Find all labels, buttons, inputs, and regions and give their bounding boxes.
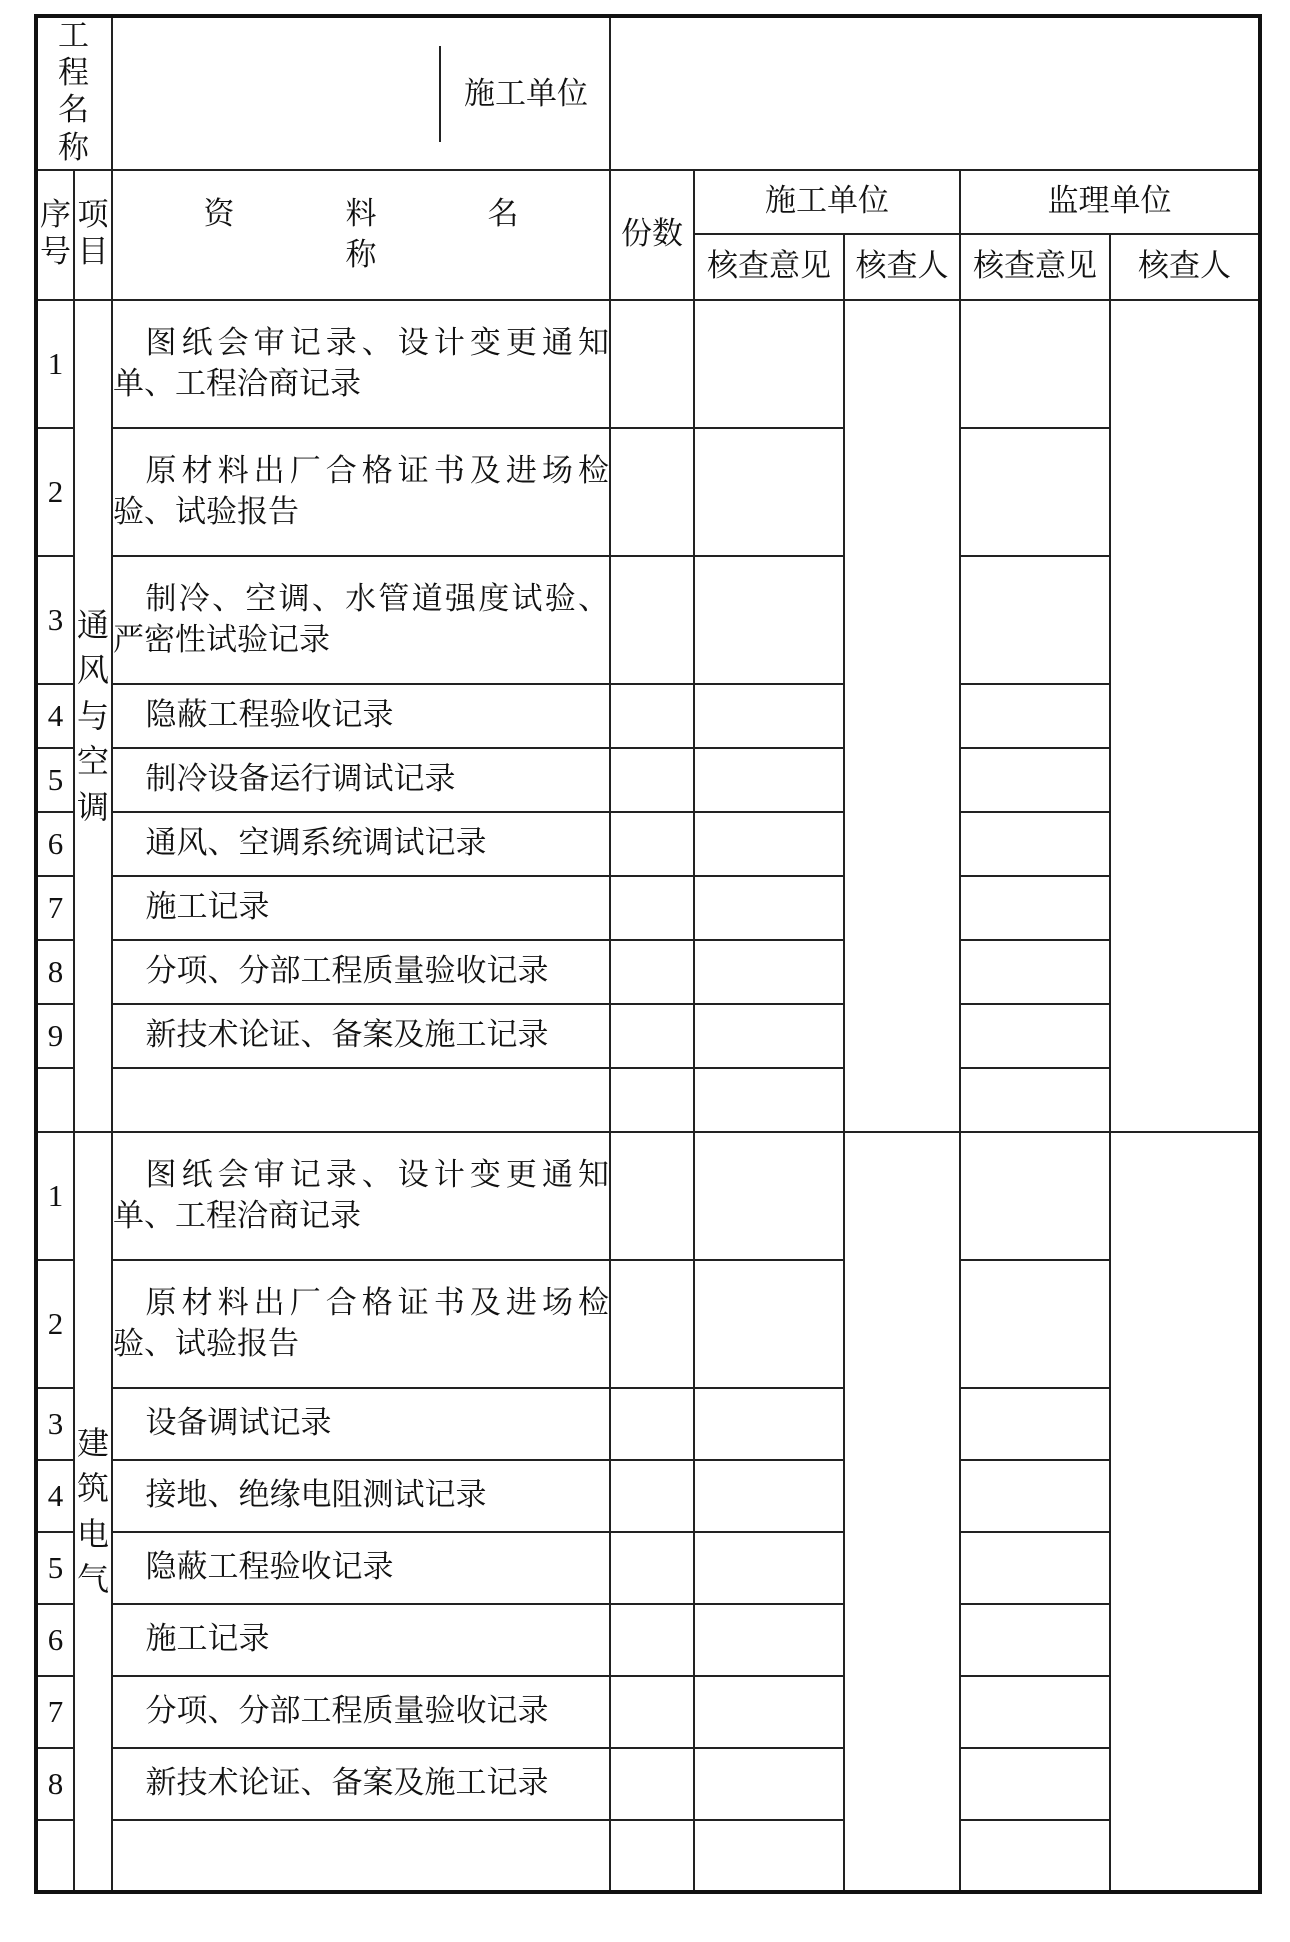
construction-opinion-cell[interactable]: [694, 1004, 844, 1068]
construction-opinion-cell[interactable]: [694, 940, 844, 1004]
row-number: 7: [36, 876, 74, 940]
table-row: [36, 1604, 1260, 1676]
item-header: 项目: [74, 170, 112, 300]
row-number: 1: [36, 1132, 74, 1260]
project-name-label: 工程名称: [36, 16, 112, 170]
supervision-checker-cell[interactable]: [1110, 300, 1260, 1132]
copies-cell[interactable]: [610, 1748, 694, 1820]
doc-name-cell: 原材料出厂合格证书及进场检验、试验报告: [112, 1260, 610, 1388]
row-number: 6: [36, 812, 74, 876]
construction-opinion-cell[interactable]: [694, 876, 844, 940]
table-row: [36, 1748, 1260, 1820]
doc-name-cell: 隐蔽工程验收记录: [112, 684, 610, 748]
supervision-unit-header: 监理单位: [960, 170, 1260, 234]
construction-opinion-cell[interactable]: [694, 1068, 844, 1132]
supervision-opinion-cell[interactable]: [960, 1068, 1110, 1132]
supervision-opinion-cell[interactable]: [960, 1532, 1110, 1604]
construction-opinion-cell[interactable]: [694, 556, 844, 684]
row-number: 6: [36, 1604, 74, 1676]
table-row: [36, 940, 1260, 1004]
table-row: [36, 428, 1260, 556]
table-row: [36, 1004, 1260, 1068]
doc-name-cell: 制冷设备运行调试记录: [112, 748, 610, 812]
construction-checker-cell[interactable]: [844, 1132, 960, 1892]
copies-cell[interactable]: [610, 748, 694, 812]
construction-opinion-cell[interactable]: [694, 748, 844, 812]
row-number: [36, 1068, 74, 1132]
supervision-opinion-cell[interactable]: [960, 812, 1110, 876]
table-row-blank: [36, 1820, 1260, 1892]
doc-name-cell: 设备调试记录: [112, 1388, 610, 1460]
supervision-opinion-cell[interactable]: [960, 1460, 1110, 1532]
copies-cell[interactable]: [610, 556, 694, 684]
row-number: 5: [36, 1532, 74, 1604]
row-number: 1: [36, 300, 74, 428]
copies-cell[interactable]: [610, 812, 694, 876]
construction-opinion-cell[interactable]: [694, 812, 844, 876]
supervision-opinion-cell[interactable]: [960, 1260, 1110, 1388]
row-number: 4: [36, 1460, 74, 1532]
row-number: 3: [36, 556, 74, 684]
copies-cell[interactable]: [610, 940, 694, 1004]
construction-unit-field[interactable]: [610, 16, 1260, 170]
copies-cell[interactable]: [610, 1260, 694, 1388]
supervision-checker-cell[interactable]: [1110, 1132, 1260, 1892]
supervision-opinion-cell[interactable]: [960, 1676, 1110, 1748]
table-row: [36, 748, 1260, 812]
supervision-opinion-cell[interactable]: [960, 684, 1110, 748]
table-row: [36, 556, 1260, 684]
row-number: [36, 1820, 74, 1892]
doc-name-cell: 原材料出厂合格证书及进场检验、试验报告: [112, 428, 610, 556]
construction-opinion-cell[interactable]: [694, 1460, 844, 1532]
doc-name-cell: 通风、空调系统调试记录: [112, 812, 610, 876]
project-header-row: [36, 16, 1260, 170]
construction-checker-cell[interactable]: [844, 300, 960, 1132]
supervision-opinion-cell[interactable]: [960, 748, 1110, 812]
row-number: 5: [36, 748, 74, 812]
table-row: [36, 876, 1260, 940]
doc-name-cell: 制冷、空调、水管道强度试验、严密性试验记录: [112, 556, 610, 684]
construction-opinion-cell[interactable]: [694, 1532, 844, 1604]
table-row-blank: [36, 1068, 1260, 1132]
copies-cell[interactable]: [610, 1604, 694, 1676]
table-row: [36, 1260, 1260, 1388]
copies-cell[interactable]: [610, 1068, 694, 1132]
construction-opinion-cell[interactable]: [694, 1676, 844, 1748]
table-row: [36, 1388, 1260, 1460]
construction-checker-header: 核查人: [844, 234, 960, 300]
doc-name-cell: 新技术论证、备案及施工记录: [112, 1748, 610, 1820]
row-number: 2: [36, 428, 74, 556]
doc-name-cell: 图纸会审记录、设计变更通知单、工程洽商记录: [112, 300, 610, 428]
construction-opinion-cell[interactable]: [694, 300, 844, 428]
construction-opinion-cell[interactable]: [694, 428, 844, 556]
table-row: [36, 1532, 1260, 1604]
doc-name-cell: 分项、分部工程质量验收记录: [112, 940, 610, 1004]
table-row: [36, 684, 1260, 748]
copies-cell[interactable]: [610, 684, 694, 748]
supervision-opinion-cell[interactable]: [960, 1748, 1110, 1820]
table-row: [36, 1460, 1260, 1532]
construction-opinion-cell[interactable]: [694, 1388, 844, 1460]
construction-opinion-cell[interactable]: [694, 684, 844, 748]
doc-name-cell: 施工记录: [112, 876, 610, 940]
row-number: 3: [36, 1388, 74, 1460]
row-number: 7: [36, 1676, 74, 1748]
row-number: 8: [36, 1748, 74, 1820]
seq-header: 序号: [36, 170, 74, 300]
row-number: 2: [36, 1260, 74, 1388]
construction-opinion-cell[interactable]: [694, 1132, 844, 1260]
construction-opinion-header: 核查意见: [694, 234, 844, 300]
supervision-opinion-cell[interactable]: [960, 1388, 1110, 1460]
row-number: 8: [36, 940, 74, 1004]
supervision-opinion-cell[interactable]: [960, 1820, 1110, 1892]
row-number: 4: [36, 684, 74, 748]
section-label-electrical: 建筑电气: [74, 1132, 112, 1892]
copies-cell[interactable]: [610, 1676, 694, 1748]
supervision-opinion-cell[interactable]: [960, 1004, 1110, 1068]
supervision-opinion-cell[interactable]: [960, 1132, 1110, 1260]
doc-name-cell[interactable]: [112, 1820, 610, 1892]
supervision-opinion-cell[interactable]: [960, 428, 1110, 556]
supervision-checker-header: 核查人: [1110, 234, 1260, 300]
doc-name-header: 资 料 名 称: [112, 170, 610, 300]
doc-name-cell[interactable]: [112, 1068, 610, 1132]
copies-cell[interactable]: [610, 1460, 694, 1532]
doc-name-cell: 分项、分部工程质量验收记录: [112, 1676, 610, 1748]
supervision-opinion-cell[interactable]: [960, 940, 1110, 1004]
copies-cell[interactable]: [610, 1388, 694, 1460]
copies-header: 份数: [610, 170, 694, 300]
table-row: [36, 1132, 1260, 1260]
doc-name-cell: 隐蔽工程验收记录: [112, 1532, 610, 1604]
table-row: [36, 812, 1260, 876]
table-row: [36, 1676, 1260, 1748]
supervision-opinion-cell[interactable]: [960, 1604, 1110, 1676]
doc-name-cell: 新技术论证、备案及施工记录: [112, 1004, 610, 1068]
copies-cell[interactable]: [610, 1820, 694, 1892]
supervision-opinion-header: 核查意见: [960, 234, 1110, 300]
doc-name-cell: 接地、绝缘电阻测试记录: [112, 1460, 610, 1532]
copies-cell[interactable]: [610, 1532, 694, 1604]
copies-cell[interactable]: [610, 876, 694, 940]
copies-cell[interactable]: [610, 300, 694, 428]
inspection-record-table: [34, 14, 1262, 1894]
construction-opinion-cell[interactable]: [694, 1820, 844, 1892]
supervision-opinion-cell[interactable]: [960, 556, 1110, 684]
section-label-hvac: 通风与空调: [74, 300, 112, 1132]
project-name-field[interactable]: [112, 16, 610, 170]
supervision-opinion-cell[interactable]: [960, 300, 1110, 428]
supervision-opinion-cell[interactable]: [960, 876, 1110, 940]
construction-opinion-cell[interactable]: [694, 1748, 844, 1820]
doc-name-cell: 图纸会审记录、设计变更通知单、工程洽商记录: [112, 1132, 610, 1260]
column-header-row: [36, 170, 1260, 234]
row-number: 9: [36, 1004, 74, 1068]
copies-cell[interactable]: [610, 1004, 694, 1068]
copies-cell[interactable]: [610, 1132, 694, 1260]
doc-name-cell: 施工记录: [112, 1604, 610, 1676]
construction-unit-label: 施工单位: [439, 46, 611, 142]
construction-opinion-cell[interactable]: [694, 1260, 844, 1388]
construction-unit-header: 施工单位: [694, 170, 960, 234]
table-row: [36, 300, 1260, 428]
construction-opinion-cell[interactable]: [694, 1604, 844, 1676]
copies-cell[interactable]: [610, 428, 694, 556]
